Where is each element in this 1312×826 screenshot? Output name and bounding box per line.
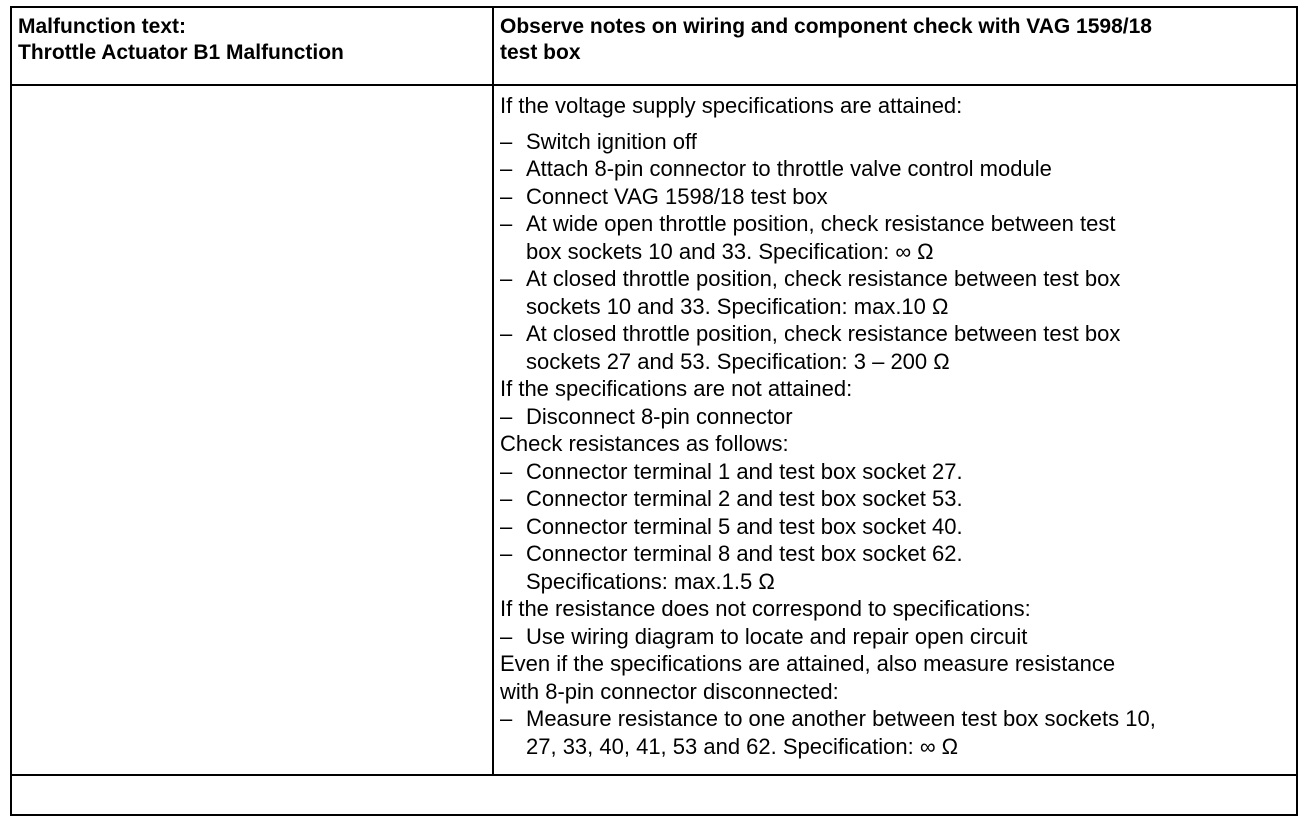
dash-marker: – [500,458,513,484]
step-text: Attach 8-pin connector to throttle valve control module [526,156,1052,181]
terminal-item [500,540,1296,595]
step-item [500,128,1296,156]
measure-item [500,705,1296,760]
instructions-header-line2: test box [500,41,581,64]
step-item [500,183,1296,211]
terminal-text: Connector terminal 1 and test box socket 27. [526,458,963,484]
measure-text-line: Measure resistance to one another between test box sockets 10, [526,706,1156,731]
even-if-text: Even if the specifications are attained, also measure resistance [500,651,1116,676]
dash-marker: – [500,541,513,566]
check-item [500,320,1296,375]
terminal-text: Connector terminal 2 and test box socket 53. [526,486,963,511]
instructions-header-line1: Observe notes on wiring and component check with VAG 1598/18 [500,15,1152,38]
terminal-item [500,485,1296,513]
terminal-text: Connector terminal 5 and test box socket 40. [526,513,963,539]
check-item [500,210,1296,265]
check-resistances-text: Check resistances as follows: [500,431,789,456]
terminal-spec-text: Specifications: max.1.5 Ω [526,568,775,594]
dash-marker: – [500,156,513,181]
procedure-table [10,6,1298,816]
check-text-line: At wide open throttle position, check resistance between test [526,211,1116,236]
step-text: Switch ignition off [526,128,697,154]
step-item [500,623,1296,651]
even-if-text: with 8-pin connector disconnected: [500,678,839,704]
dash-marker: – [500,403,513,429]
dash-marker: – [500,513,513,539]
step-text: Disconnect 8-pin connector [526,403,793,429]
footer-empty-row [12,774,1296,814]
intro-text: If the voltage supply specifications are attained: [500,93,963,118]
terminal-item [500,513,1296,541]
malfunction-label: Malfunction text: [18,15,186,38]
not-correspond-text: If the resistance does not correspond to specifications: [500,596,1031,621]
instructions-cell [494,86,1296,774]
step-item [500,155,1296,183]
measure-text-line: 27, 33, 40, 41, 53 and 62. Specification: ∞ Ω [526,733,959,759]
step-text: Use wiring diagram to locate and repair open circuit [526,623,1028,649]
malfunction-title: Throttle Actuator B1 Malfunction [18,41,344,64]
check-text-line: sockets 10 and 33. Specification: max.10 Ω [526,293,949,319]
dash-marker: – [500,211,513,236]
dash-marker: – [500,266,513,291]
dash-marker: – [500,321,513,346]
step-item [500,403,1296,431]
dash-marker: – [500,623,513,649]
check-text-line: At closed throttle position, check resistance between test box [526,266,1121,291]
dash-marker: – [500,183,513,209]
dash-marker: – [500,128,513,154]
check-text-line: sockets 27 and 53. Specification: 3 – 200 Ω [526,348,950,374]
terminal-text: Connector terminal 8 and test box socket 62. [526,541,963,566]
check-text-line: At closed throttle position, check resistance between test box [526,321,1121,346]
dash-marker: – [500,706,513,731]
check-text-line: box sockets 10 and 33. Specification: ∞ Ω [526,238,934,264]
not-attained-text: If the specifications are not attained: [500,376,853,401]
terminal-item [500,458,1296,486]
step-text: Connect VAG 1598/18 test box [526,183,828,209]
malfunction-header-cell [12,8,494,86]
dash-marker: – [500,486,513,511]
empty-left-cell [12,86,494,774]
instructions-header-cell [494,8,1296,86]
check-item [500,265,1296,320]
